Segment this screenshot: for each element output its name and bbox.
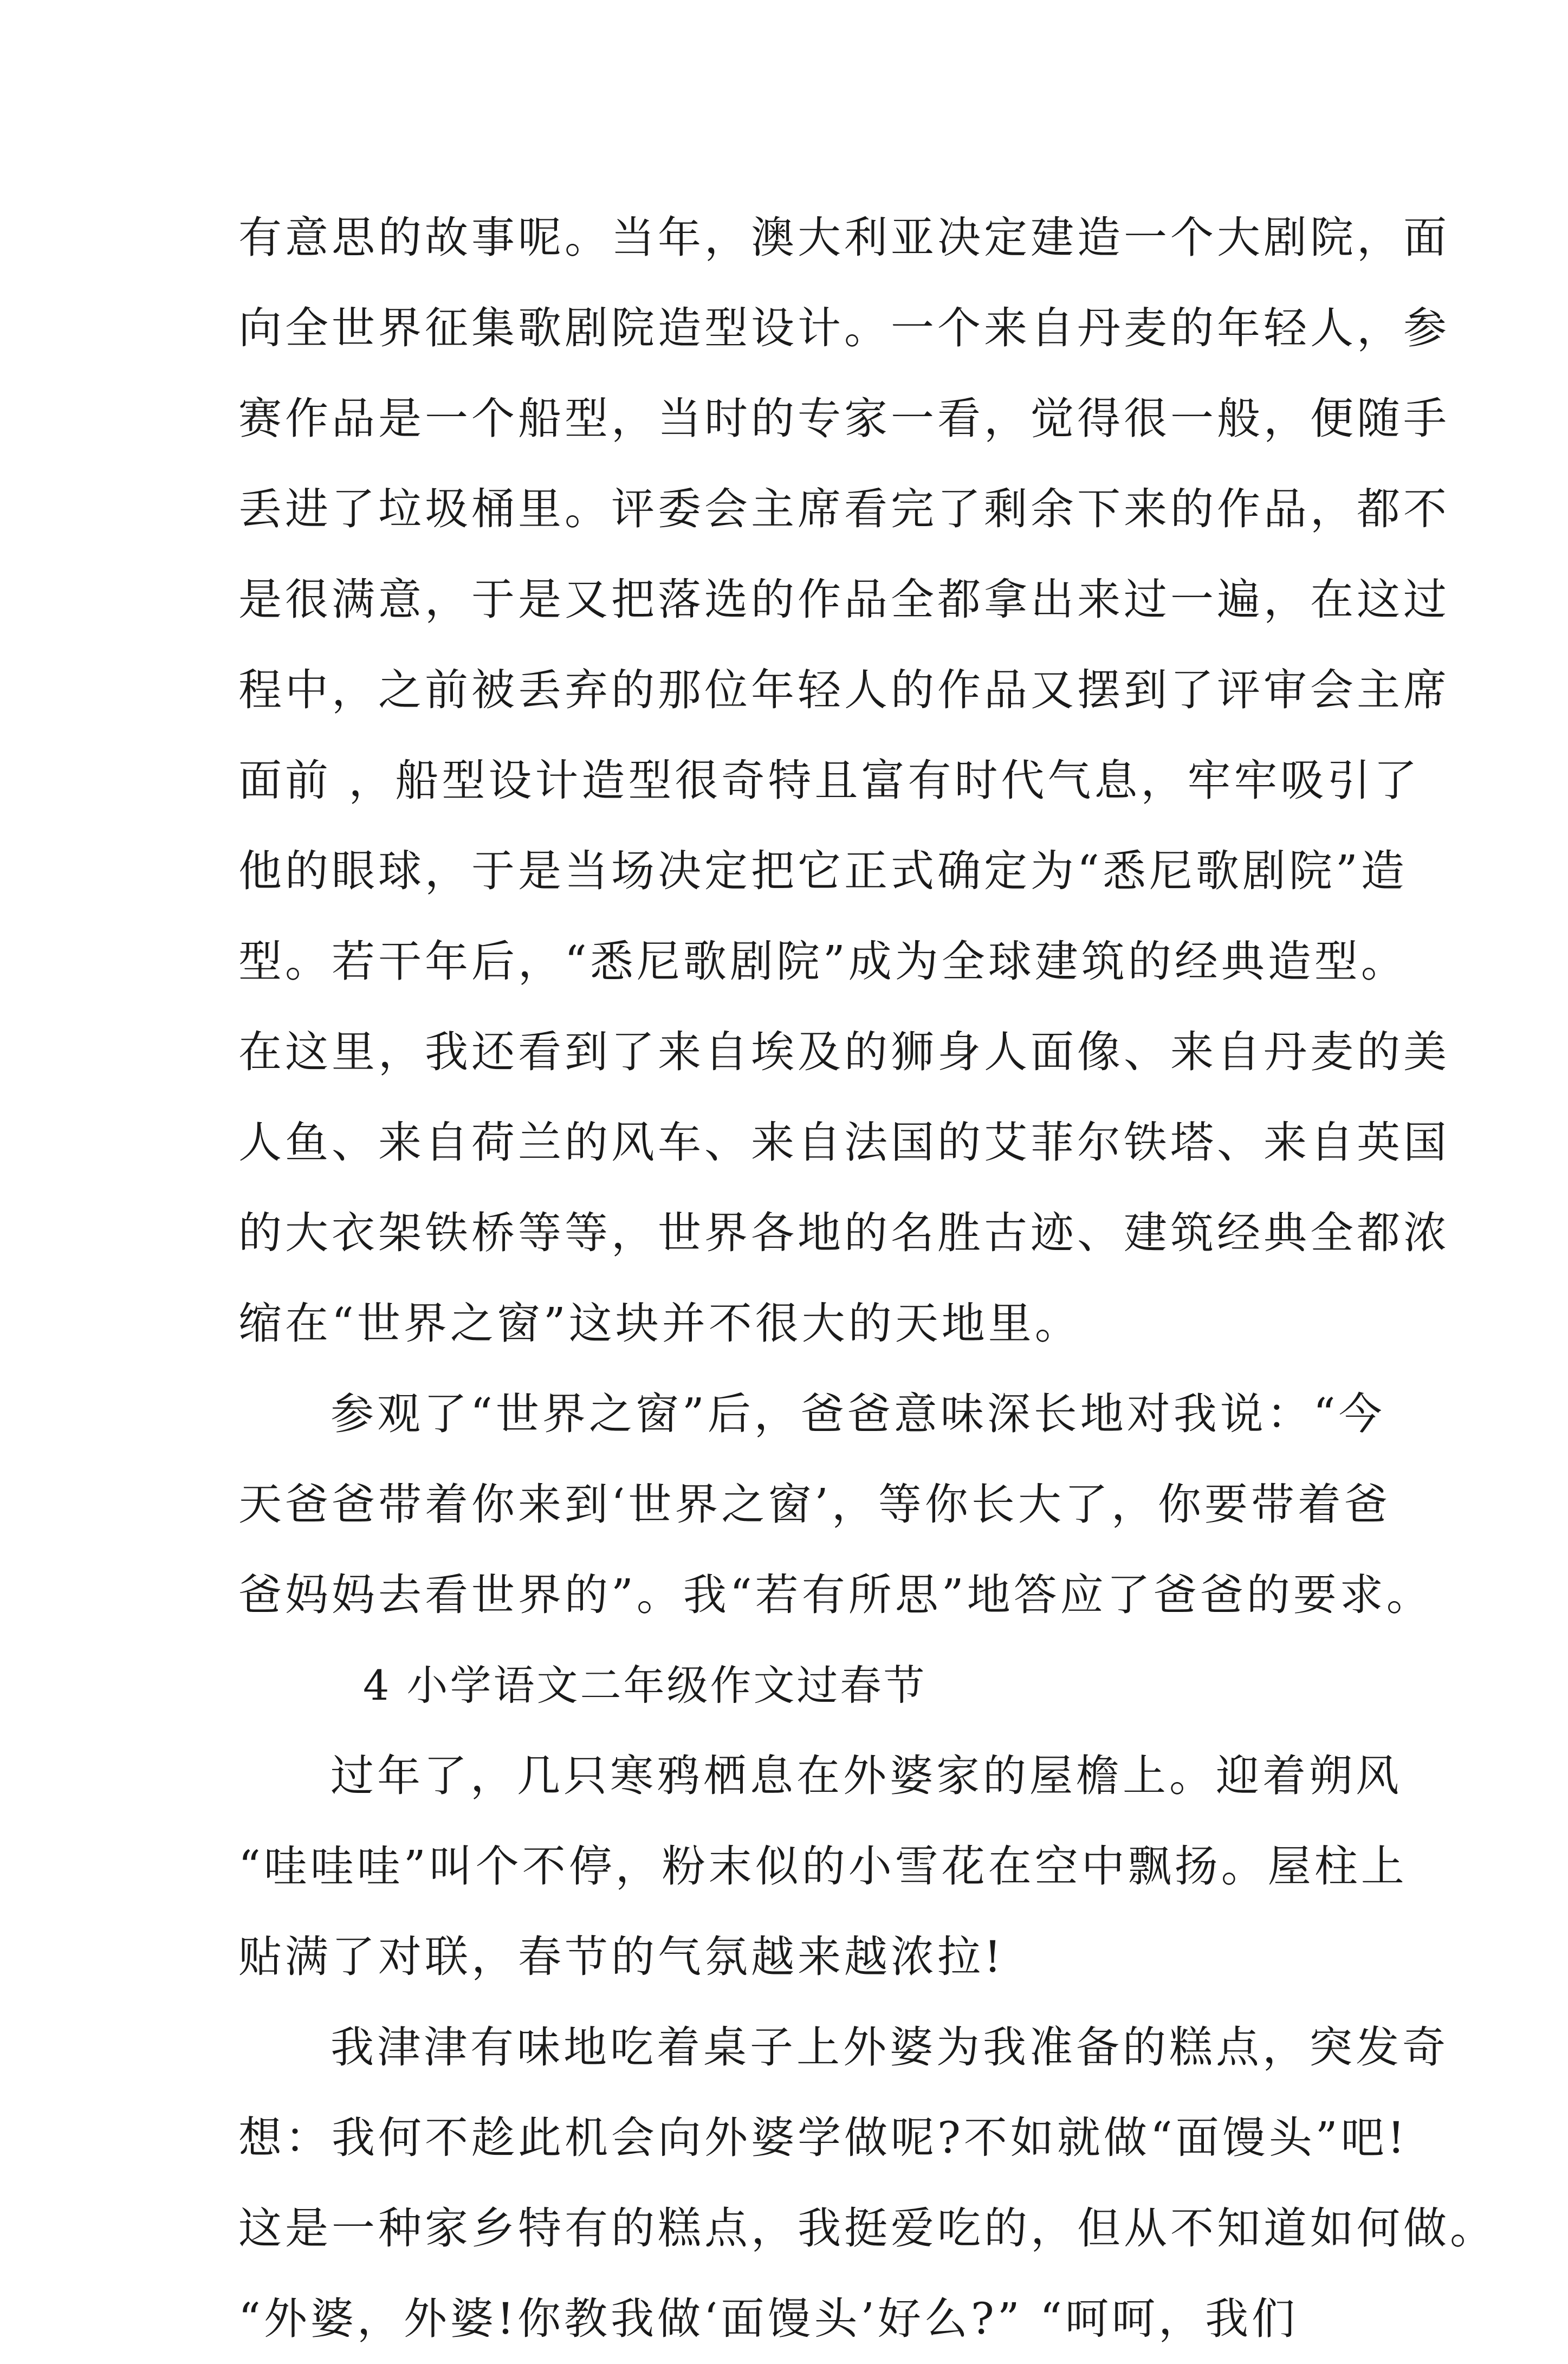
text-line: 想：我何不趁此机会向外婆学做呢?不如就做“面馒头”吧! (238, 2113, 1408, 2163)
text-line: “哇哇哇”叫个不停，粉末似的小雪花在空中飘扬。屋柱上 (238, 1841, 1408, 1892)
text-line: 的大衣架铁桥等等，世界各地的名胜古迹、建筑经典全都浓 (238, 1208, 1450, 1258)
text-line: 贴满了对联，春节的气氛越来越浓拉! (238, 1932, 1005, 1982)
text-line: 他的眼球，于是当场决定把它正式确定为“悉尼歌剧院”造 (238, 846, 1408, 896)
text-line: 程中，之前被丢弃的那位年轻人的作品又摆到了评审会主席 (238, 665, 1450, 715)
text-line: 面前 ，船型设计造型很奇特且富有时代气息，牢牢吸引了 (238, 755, 1421, 806)
text-line: 丢进了垃圾桶里。评委会主席看完了剩余下来的作品，都不 (238, 484, 1450, 534)
text-line: 这是一种家乡特有的糕点，我挺爱吃的，但从不知道如何做。 (238, 2203, 1496, 2253)
paragraph-start-line: 过年了，几只寒鸦栖息在外婆家的屋檐上。迎着朔风 (331, 1751, 1402, 1801)
text-line: 是很满意，于是又把落选的作品全都拿出来过一遍，在这过 (238, 574, 1450, 625)
text-line: 缩在“世界之窗”这块并不很大的天地里。 (238, 1298, 1081, 1349)
text-line: 天爸爸带着你来到‘世界之窗’，等你长大了，你要带着爸 (238, 1479, 1391, 1530)
text-line: 向全世界征集歌剧院造型设计。一个来自丹麦的年轻人，参 (238, 303, 1450, 353)
text-line: 在这里，我还看到了来自埃及的狮身人面像、来自丹麦的美 (238, 1027, 1450, 1077)
text-line: 有意思的故事呢。当年，澳大利亚决定建造一个大剧院，面 (238, 212, 1450, 263)
text-line: 型。若干年后，“悉尼歌剧院”成为全球建筑的经典造型。 (238, 936, 1408, 987)
section-heading: 4 小学语文二年级作文过春节 (363, 1661, 927, 1709)
paragraph-start-line: 参观了“世界之窗”后，爸爸意味深长地对我说：“今 (331, 1389, 1385, 1439)
text-line: 赛作品是一个船型，当时的专家一看，觉得很一般，便随手 (238, 393, 1450, 444)
text-line: “外婆，外婆!你教我做‘面馒头’好么?” “呵呵，我们 (238, 2294, 1299, 2344)
paragraph-start-line: 我津津有味地吃着桌子上外婆为我准备的糕点，突发奇 (331, 2022, 1449, 2072)
text-line: 人鱼、来自荷兰的风车、来自法国的艾菲尔铁塔、来自英国 (238, 1117, 1450, 1168)
text-line: 爸妈妈去看世界的”。我“若有所思”地答应了爸爸的要求。 (238, 1570, 1433, 1620)
document-body (238, 192, 1496, 2364)
